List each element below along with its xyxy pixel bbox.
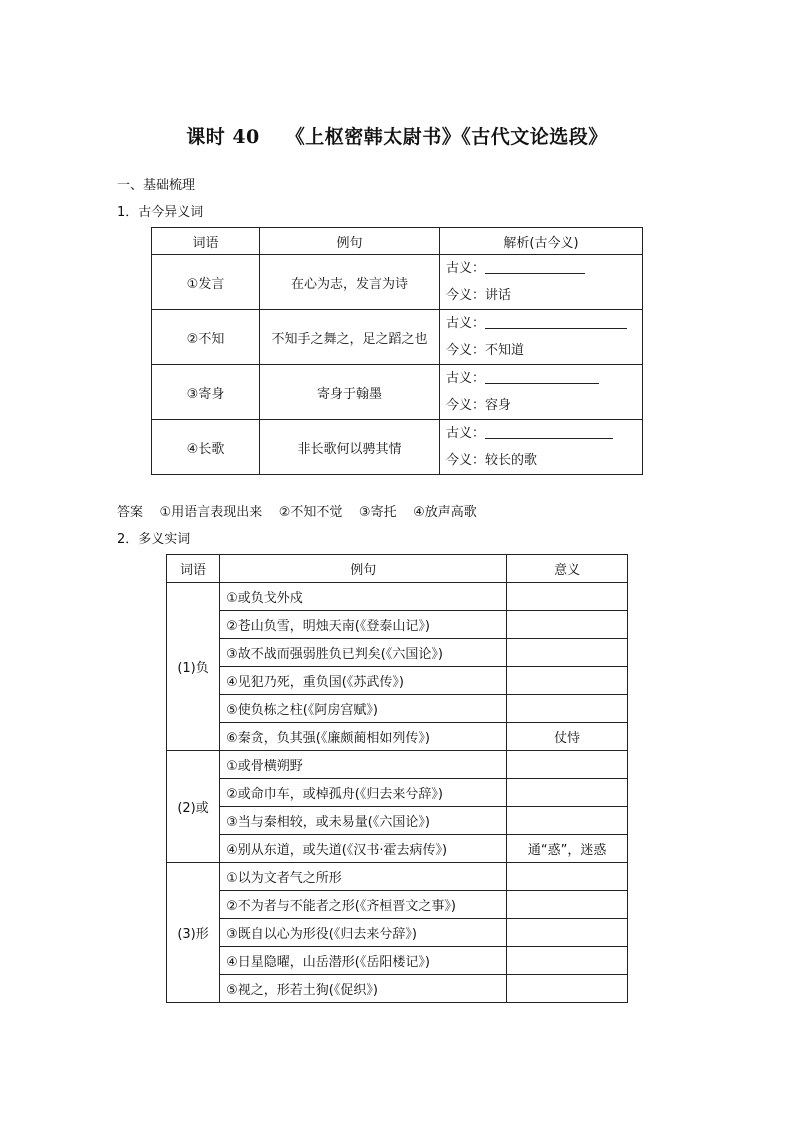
gu-label: 古义： bbox=[446, 316, 486, 331]
jin-meaning: 不知道 bbox=[485, 343, 525, 358]
example-cell: ④日星隐曜，山岳潜形(《岳阳楼记》) bbox=[220, 947, 507, 975]
word-cell: ③寄身 bbox=[152, 365, 260, 420]
example-cell: ①或骨横朔野 bbox=[220, 751, 507, 779]
table-row bbox=[167, 639, 628, 667]
example-cell: ③既自以心为形役(《归去来兮辞》) bbox=[220, 919, 507, 947]
meaning-cell[interactable] bbox=[507, 779, 628, 807]
answer-item: ③寄托 bbox=[358, 505, 397, 520]
table-row bbox=[167, 891, 628, 919]
word-cell: (3)形 bbox=[167, 863, 220, 1003]
meaning-cell[interactable] bbox=[507, 611, 628, 639]
header-analysis: 解析(古今义) bbox=[440, 228, 643, 255]
header-meaning: 意义 bbox=[507, 555, 628, 583]
word-cell: (2)或 bbox=[167, 751, 220, 863]
gu-label: 古义： bbox=[446, 426, 486, 441]
table-row bbox=[152, 310, 643, 365]
meaning-cell[interactable] bbox=[507, 863, 628, 891]
meaning-cell[interactable] bbox=[507, 583, 628, 611]
header-word: 词语 bbox=[167, 555, 220, 583]
example-cell: ⑥秦贪，负其强(《廉颇蔺相如列传》) bbox=[220, 723, 507, 751]
meaning-cell[interactable] bbox=[507, 919, 628, 947]
example-cell: ④见犯乃死，重负国(《苏武传》) bbox=[220, 667, 507, 695]
subsection-heading-1: 1．古今异义词 bbox=[117, 205, 204, 220]
jin-meaning: 讲话 bbox=[485, 288, 512, 303]
table-row bbox=[167, 919, 628, 947]
table-row bbox=[167, 779, 628, 807]
subsection-heading-2: 2．多义实词 bbox=[117, 532, 191, 547]
polysemous-word-table bbox=[166, 554, 628, 1003]
table-row bbox=[167, 751, 628, 779]
lesson-texts: 《上枢密韩太尉书》《古代文论选段》 bbox=[285, 126, 608, 148]
answer-line bbox=[117, 501, 477, 520]
answer-item: ④放声高歌 bbox=[413, 505, 477, 520]
meaning-cell[interactable] bbox=[507, 751, 628, 779]
gu-label: 古义： bbox=[446, 371, 486, 386]
example-cell: ①以为文者气之所形 bbox=[220, 863, 507, 891]
answer-label: 答案 bbox=[117, 505, 144, 520]
section-heading: 一、基础梳理 bbox=[117, 178, 196, 193]
jin-label: 今义： bbox=[446, 453, 486, 468]
example-cell: ⑤视之，形若土狗(《促织》) bbox=[220, 975, 507, 1003]
example-cell: 不知手之舞之，足之蹈之也 bbox=[260, 310, 440, 365]
header-example: 例句 bbox=[220, 555, 507, 583]
ancient-modern-meaning-table bbox=[151, 227, 643, 475]
jin-meaning: 容身 bbox=[485, 398, 512, 413]
header-example: 例句 bbox=[260, 228, 440, 255]
table-row bbox=[167, 975, 628, 1003]
example-cell: ②不为者与不能者之形(《齐桓晋文之事》) bbox=[220, 891, 507, 919]
meaning-cell[interactable] bbox=[507, 695, 628, 723]
table-row bbox=[167, 583, 628, 611]
table-row bbox=[152, 365, 643, 420]
jin-label: 今义： bbox=[446, 288, 486, 303]
table-row bbox=[167, 723, 628, 751]
table-row bbox=[167, 947, 628, 975]
page-title bbox=[0, 122, 794, 149]
example-cell: ③当与秦相较，或未易量(《六国论》) bbox=[220, 807, 507, 835]
answer-blank[interactable] bbox=[485, 259, 585, 274]
example-cell: 非长歌何以骋其情 bbox=[260, 420, 440, 475]
example-cell: ②苍山负雪，明烛天南(《登泰山记》) bbox=[220, 611, 507, 639]
jin-meaning: 较长的歌 bbox=[485, 453, 538, 468]
word-cell: (1)负 bbox=[167, 583, 220, 751]
example-cell: ②或命巾车，或棹孤舟(《归去来兮辞》) bbox=[220, 779, 507, 807]
meaning-cell[interactable] bbox=[507, 639, 628, 667]
example-cell: ⑤使负栋之柱(《阿房宫赋》) bbox=[220, 695, 507, 723]
meaning-cell[interactable] bbox=[507, 891, 628, 919]
jin-label: 今义： bbox=[446, 343, 486, 358]
answer-blank[interactable] bbox=[485, 369, 599, 384]
word-cell: ②不知 bbox=[152, 310, 260, 365]
meaning-cell[interactable]: 通“惑”，迷惑 bbox=[507, 835, 628, 863]
analysis-cell bbox=[440, 310, 643, 365]
answer-blank[interactable] bbox=[485, 314, 627, 329]
word-cell: ④长歌 bbox=[152, 420, 260, 475]
example-cell: ③故不战而强弱胜负已判矣(《六国论》) bbox=[220, 639, 507, 667]
lesson-number: 课时 40 bbox=[186, 126, 260, 148]
meaning-cell[interactable] bbox=[507, 947, 628, 975]
header-word: 词语 bbox=[152, 228, 260, 255]
example-cell: 在心为志，发言为诗 bbox=[260, 255, 440, 310]
table-row bbox=[152, 255, 643, 310]
example-cell: ①或负戈外戍 bbox=[220, 583, 507, 611]
table-row bbox=[152, 420, 643, 475]
meaning-cell[interactable] bbox=[507, 975, 628, 1003]
answer-item: ②不知不觉 bbox=[278, 505, 343, 520]
analysis-cell bbox=[440, 255, 643, 310]
meaning-cell[interactable]: 仗恃 bbox=[507, 723, 628, 751]
table-row bbox=[167, 835, 628, 863]
table-row bbox=[167, 695, 628, 723]
table-row bbox=[167, 667, 628, 695]
gu-label: 古义： bbox=[446, 261, 486, 276]
example-cell: ④别从东道，或失道(《汉书·霍去病传》) bbox=[220, 835, 507, 863]
answer-item: ①用语言表现出来 bbox=[159, 505, 263, 520]
jin-label: 今义： bbox=[446, 398, 486, 413]
table-row bbox=[167, 611, 628, 639]
analysis-cell bbox=[440, 420, 643, 475]
table-row bbox=[167, 807, 628, 835]
analysis-cell bbox=[440, 365, 643, 420]
meaning-cell[interactable] bbox=[507, 667, 628, 695]
answer-blank[interactable] bbox=[485, 424, 613, 439]
meaning-cell[interactable] bbox=[507, 807, 628, 835]
example-cell: 寄身于翰墨 bbox=[260, 365, 440, 420]
word-cell: ①发言 bbox=[152, 255, 260, 310]
table-row bbox=[167, 863, 628, 891]
